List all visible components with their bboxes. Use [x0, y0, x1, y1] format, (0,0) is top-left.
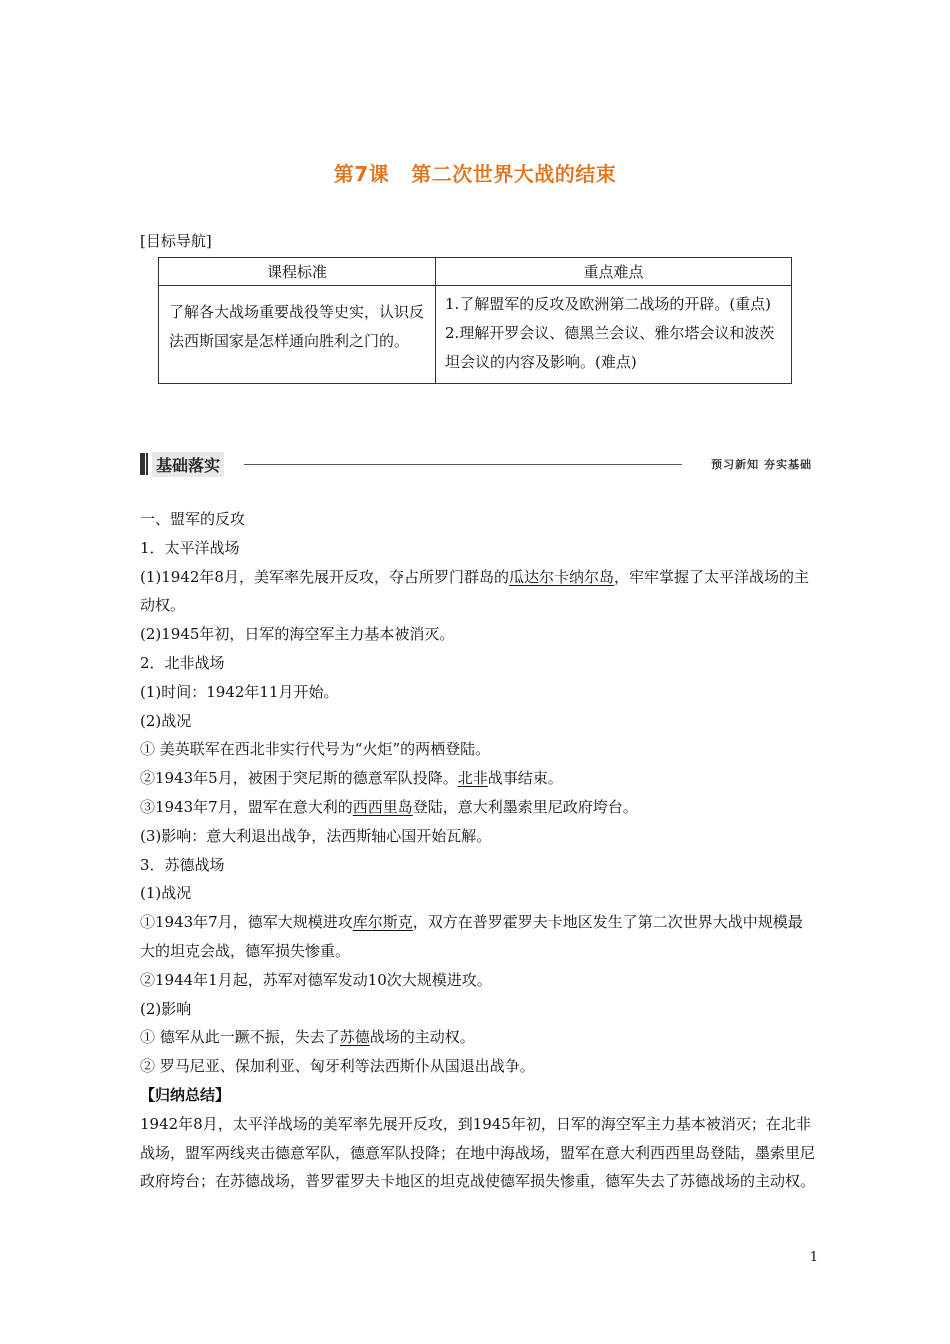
banner-divider — [244, 464, 682, 465]
subheading-soviet: 3．苏德战场 — [140, 855, 225, 874]
column-header-key-points: 重点难点 — [436, 258, 792, 286]
lesson-number: 第7课 — [333, 162, 390, 186]
subheading-north-africa: 2．北非战场 — [140, 653, 225, 672]
paragraph: (1)1942年8月，美军率先展开反攻，夺占所罗门群岛的瓜达尔卡纳尔岛，牢牢掌握了太平洋战场的主动权。 — [140, 567, 809, 615]
curriculum-standard: 了解各大战场重要战役等史实，认识反法西斯国家是怎样通向胜利之门的。 — [159, 286, 436, 384]
paragraph: (3)影响：意大利退出战争，法西斯轴心国开始瓦解。 — [140, 826, 492, 845]
underlined-keyword: 库尔斯克 — [352, 913, 413, 932]
paragraph: ② 罗马尼亚、保加利亚、匈牙利等法西斯仆从国退出战争。 — [140, 1057, 535, 1076]
section-title: 基础落实 — [152, 452, 224, 477]
summary-label: 【归纳总结】 — [140, 1085, 231, 1104]
paragraph: (1)战况 — [140, 884, 192, 903]
subheading-pacific: 1．太平洋战场 — [140, 538, 240, 557]
objectives-label: [目标导航] — [140, 232, 212, 250]
objectives-table — [158, 257, 792, 384]
paragraph: ① 美英联军在西北非实行代号为“火炬”的两栖登陆。 — [140, 740, 491, 759]
underlined-keyword: 北非 — [457, 769, 488, 788]
underlined-keyword: 西西里岛 — [352, 797, 413, 816]
lesson-body — [140, 505, 815, 1196]
paragraph: (2)战况 — [140, 711, 192, 730]
section-banner — [140, 452, 812, 478]
lesson-topic: 第二次世界大战的结束 — [411, 162, 617, 186]
paragraph: ②1944年1月起，苏军对德军发动10次大规模进攻。 — [140, 970, 492, 989]
paragraph: ③1943年7月，盟军在意大利的西西里岛登陆，意大利墨索里尼政府垮台。 — [140, 797, 638, 816]
column-header-standard: 课程标准 — [159, 258, 436, 286]
paragraph: ②1943年5月，被困于突尼斯的德意军队投降。北非战事结束。 — [140, 769, 563, 788]
page-number: 1 — [809, 1250, 818, 1265]
paragraph: ①1943年7月，德军大规模进攻库尔斯克，双方在普罗霍罗夫卡地区发生了第二次世界大战中规模最大的坦克会战，德军损失惨重。 — [140, 913, 803, 960]
banner-bar — [146, 453, 148, 475]
underlined-keyword: 苏德 — [339, 1028, 370, 1047]
banner-bar — [140, 453, 145, 475]
section-heading: 一、盟军的反攻 — [140, 510, 246, 528]
key-point: 2.理解开罗会议、德黑兰会议、雅尔塔会议和波茨坦会议的内容及影响。(难点) — [445, 324, 775, 371]
key-point: 1.了解盟军的反攻及欧洲第二战场的开辟。(重点) — [445, 295, 772, 313]
section-subtitle: 预习新知 夯实基础 — [711, 458, 812, 471]
underlined-keyword: 瓜达尔卡纳尔岛 — [508, 567, 614, 586]
paragraph: (2)1945年初，日军的海空军主力基本被消灭。 — [140, 625, 455, 644]
paragraph: ① 德军从此一蹶不振，失去了苏德战场的主动权。 — [140, 1028, 475, 1047]
summary-paragraph: 1942年8月，太平洋战场的美军率先展开反攻，到1945年初，日军的海空军主力基本被消灭；在北非战场，盟军两线夹击德意军队，德意军队投降；在地中海战场，盟军在意大利西西里岛登陆，墨索里尼政府垮台；在苏德战场，普罗霍罗夫卡地区的坦克战使德军损失惨重，德军失去了苏德战场的主动权。 — [140, 1114, 816, 1191]
page-title — [0, 158, 950, 187]
key-points-cell — [436, 286, 792, 384]
paragraph: (1)时间：1942年11月开始。 — [140, 682, 339, 701]
paragraph: (2)影响 — [140, 999, 192, 1018]
